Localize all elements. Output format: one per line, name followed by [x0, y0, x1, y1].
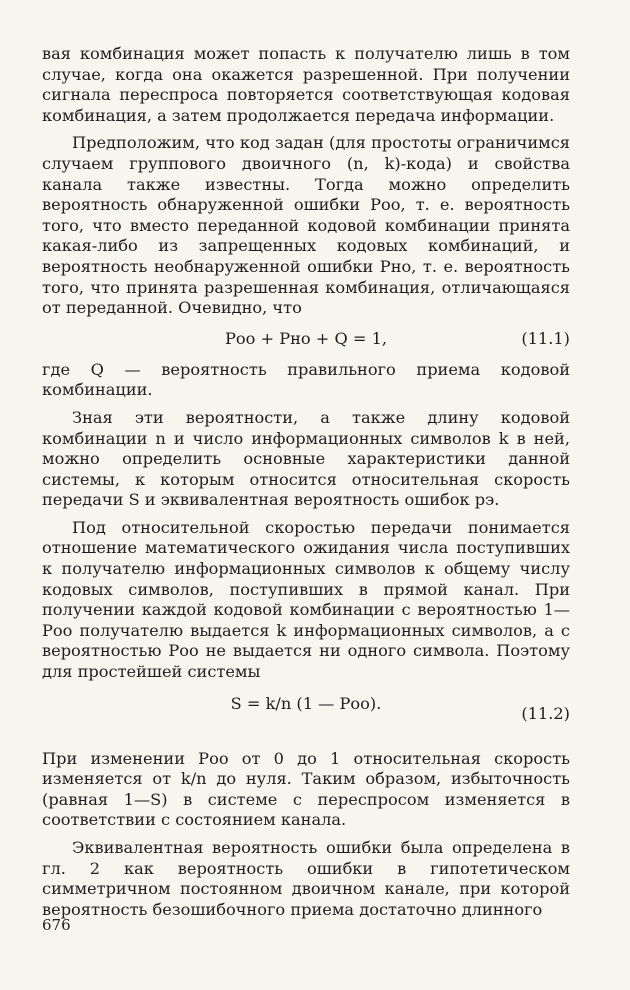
paragraph-3: где Q — вероятность правильного приема кодовой комбинации.: [42, 359, 570, 400]
formula-11-1-expression: Pоо + Pно + Q = 1,: [224, 328, 388, 348]
paragraph-5: Под относительной скоростью передачи понимается отношение математического ожидания числа поступивших к получателю информационных символов к общему числу кодовых символов, поступивших в прямой канал. При получении каждой кодовой комбинации с вероятностью 1—Pоо получателю выдается k информационных символов, а с вероятностью Pоо не выдается ни одного символа. Поэтому для простейшей системы: [42, 517, 570, 682]
paragraph-4: Зная эти вероятности, а также длину кодовой комбинации n и число информационных символов k в ней, можно определить основные характеристики данной системы, к которым относится относительная скорость передачи S и эквивалентная вероятность ошибок pэ.: [42, 407, 570, 510]
formula-11-1-number: (11.1): [521, 328, 570, 348]
formula-11-2: [42, 690, 570, 740]
paragraph-7: Эквивалентная вероятность ошибки была определена в гл. 2 как вероятность ошибки в гипотетическом симметричном постоянном двоичном канале, при которой вероятность безошибочного приема достаточно длинного: [42, 838, 570, 919]
paragraph-6: При изменении Pоо от 0 до 1 относительная скорость изменяется от k/n до нуля. Таким образом, избыточность (равная 1—S) в системе с переспросом изменяется в соответствии с состоянием канала.: [42, 748, 570, 830]
formula-11-2-expression: S = k/n (1 — Pоо).: [230, 693, 382, 713]
formula-11-2-number: (11.2): [521, 703, 570, 723]
page-body: [42, 44, 570, 927]
paragraph-2: Предположим, что код задан (для простоты ограничимся случаем группового двоичного (n, k)-кода) и свойства канала также известны. Тогда можно определить вероятность обнаруженной ошибки Pоо, т. е. вероятность того, что вместо переданной кодовой комбинации принята какая-либо из запрещенных кодовых комбинаций, и вероятность необнаруженной ошибки Pно, т. е. вероятность того, что принята разрешенная комбинация, отличающаяся от переданной. Очевидно, что: [42, 133, 570, 318]
formula-11-1: [42, 326, 570, 351]
paragraph-1: вая комбинация может попасть к получателю лишь в том случае, когда она окажется разрешенной. При получении сигнала переспроса повторяется соответствующая кодовая комбинация, а затем продолжается передача информации.: [42, 44, 570, 125]
page-number: 676: [42, 916, 71, 934]
